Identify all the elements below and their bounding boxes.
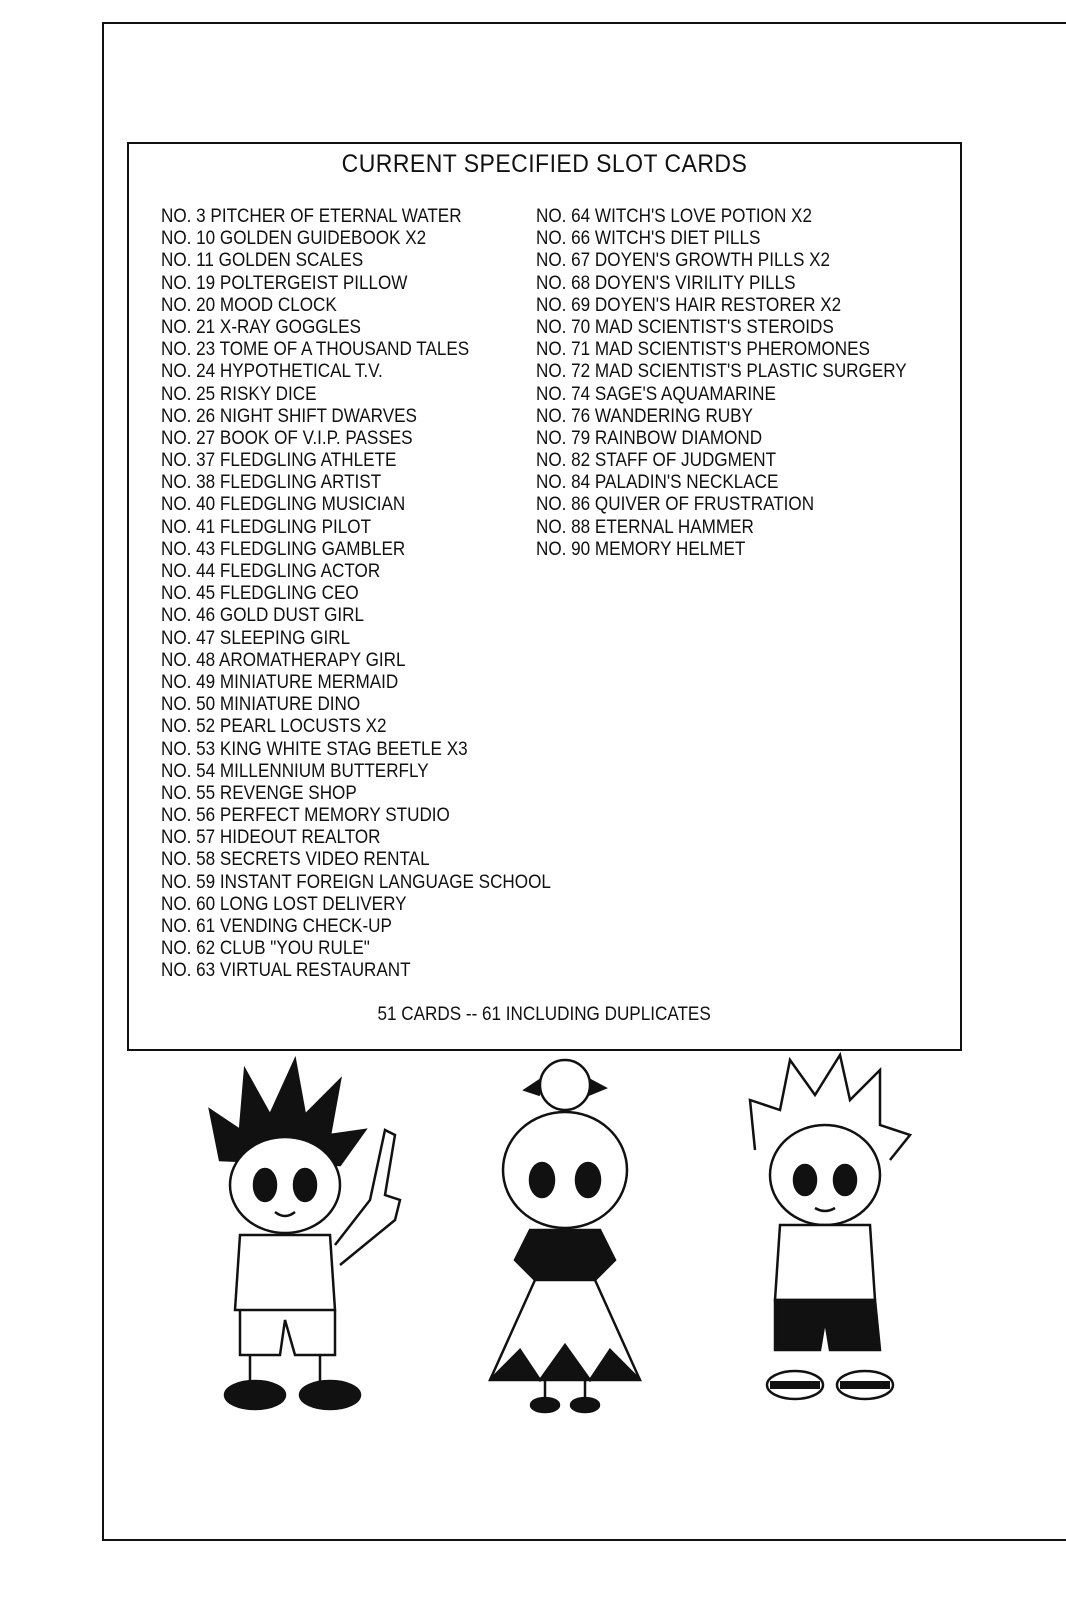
card-list-item: NO. 66 WITCH'S DIET PILLS (536, 228, 761, 250)
card-list-item: NO. 70 MAD SCIENTIST'S STEROIDS (536, 316, 834, 338)
spiky-hair-boy-figure (210, 1060, 400, 1409)
card-list-item: NO. 26 NIGHT SHIFT DWARVES (161, 405, 417, 427)
card-list-item: NO. 3 PITCHER OF ETERNAL WATER (161, 206, 462, 227)
card-list-item: NO. 27 BOOK OF V.I.P. PASSES (161, 427, 413, 449)
card-list-item: NO. 71 MAD SCIENTIST'S PHEROMONES (536, 339, 870, 361)
card-list-item: NO. 61 VENDING CHECK-UP (161, 916, 392, 937)
card-list-item: NO. 38 FLEDGLING ARTIST (161, 472, 382, 494)
card-list-item: NO. 69 DOYEN'S HAIR RESTORER X2 (536, 294, 842, 316)
card-list-item: NO. 10 GOLDEN GUIDEBOOK X2 (161, 228, 427, 250)
card-list-item: NO. 21 X-RAY GOGGLES (161, 316, 361, 338)
card-list-item: NO. 46 GOLD DUST GIRL (161, 605, 365, 627)
card-list-item: NO. 48 AROMATHERAPY GIRL (161, 649, 406, 671)
card-list-item: NO. 54 MILLENNIUM BUTTERFLY (161, 760, 429, 782)
card-list-item: NO. 67 DOYEN'S GROWTH PILLS X2 (536, 250, 831, 272)
card-list-item: NO. 25 RISKY DICE (161, 383, 317, 405)
card-list-item: NO. 84 PALADIN'S NECKLACE (536, 472, 779, 494)
card-list-item: NO. 43 FLEDGLING GAMBLER (161, 538, 406, 560)
white-hair-boy-figure (750, 1055, 910, 1399)
right-card-list (536, 206, 948, 561)
card-list-item: NO. 59 INSTANT FOREIGN LANGUAGE SCHOOL (161, 871, 551, 893)
card-list-item: NO. 86 QUIVER OF FRUSTRATION (536, 494, 815, 516)
card-list-item: NO. 68 DOYEN'S VIRILITY PILLS (536, 272, 796, 294)
card-list-item: NO. 74 SAGE'S AQUAMARINE (536, 383, 776, 405)
card-list-item: NO. 44 FLEDGLING ACTOR (161, 561, 381, 582)
card-list-item: NO. 62 CLUB "YOU RULE" (161, 938, 370, 960)
card-list-item: NO. 64 WITCH'S LOVE POTION X2 (536, 206, 812, 227)
card-list-item: NO. 55 REVENGE SHOP (161, 782, 357, 804)
card-list-item: NO. 23 TOME OF A THOUSAND TALES (161, 339, 470, 361)
card-list-item: NO. 45 FLEDGLING CEO (161, 583, 359, 605)
slot-card-panel (127, 142, 962, 1051)
card-list-item: NO. 50 MINIATURE DINO (161, 694, 361, 716)
left-card-list (161, 206, 594, 983)
card-list-item: NO. 63 VIRTUAL RESTAURANT (161, 960, 411, 982)
card-list-item: NO. 47 SLEEPING GIRL (161, 627, 351, 649)
card-count-text: 51 CARDS -- 61 INCLUDING DUPLICATES (377, 1004, 712, 1025)
girl-in-dress-figure (490, 1060, 640, 1412)
card-list-item: NO. 11 GOLDEN SCALES (161, 250, 364, 272)
card-list-item: NO. 58 SECRETS VIDEO RENTAL (161, 849, 430, 871)
card-list-item: NO. 19 POLTERGEIST PILLOW (161, 272, 408, 294)
card-list-item: NO. 20 MOOD CLOCK (161, 294, 337, 316)
card-list-item: NO. 40 FLEDGLING MUSICIAN (161, 494, 406, 516)
card-list-item: NO. 52 PEARL LOCUSTS X2 (161, 716, 387, 738)
card-list-item: NO. 24 HYPOTHETICAL T.V. (161, 361, 383, 383)
card-list-item: NO. 76 WANDERING RUBY (536, 405, 753, 427)
card-count-footer (129, 1004, 960, 1026)
card-list-item: NO. 90 MEMORY HELMET (536, 538, 746, 560)
panel-title (129, 150, 960, 179)
card-list-item: NO. 88 ETERNAL HAMMER (536, 516, 754, 538)
card-list-item: NO. 57 HIDEOUT REALTOR (161, 827, 381, 849)
chibi-characters-illustration (200, 1050, 960, 1430)
card-list-item: NO. 82 STAFF OF JUDGMENT (536, 450, 777, 472)
card-list-item: NO. 72 MAD SCIENTIST'S PLASTIC SURGERY (536, 361, 907, 383)
card-list-item: NO. 41 FLEDGLING PILOT (161, 516, 372, 538)
card-list-item: NO. 49 MINIATURE MERMAID (161, 671, 399, 693)
card-list-item: NO. 79 RAINBOW DIAMOND (536, 427, 763, 449)
card-list-item: NO. 60 LONG LOST DELIVERY (161, 893, 407, 915)
card-list-item: NO. 53 KING WHITE STAG BEETLE X3 (161, 738, 468, 760)
card-list-item: NO. 37 FLEDGLING ATHLETE (161, 450, 397, 472)
card-list-item: NO. 56 PERFECT MEMORY STUDIO (161, 805, 450, 827)
panel-title-text: CURRENT SPECIFIED SLOT CARDS (341, 150, 748, 178)
